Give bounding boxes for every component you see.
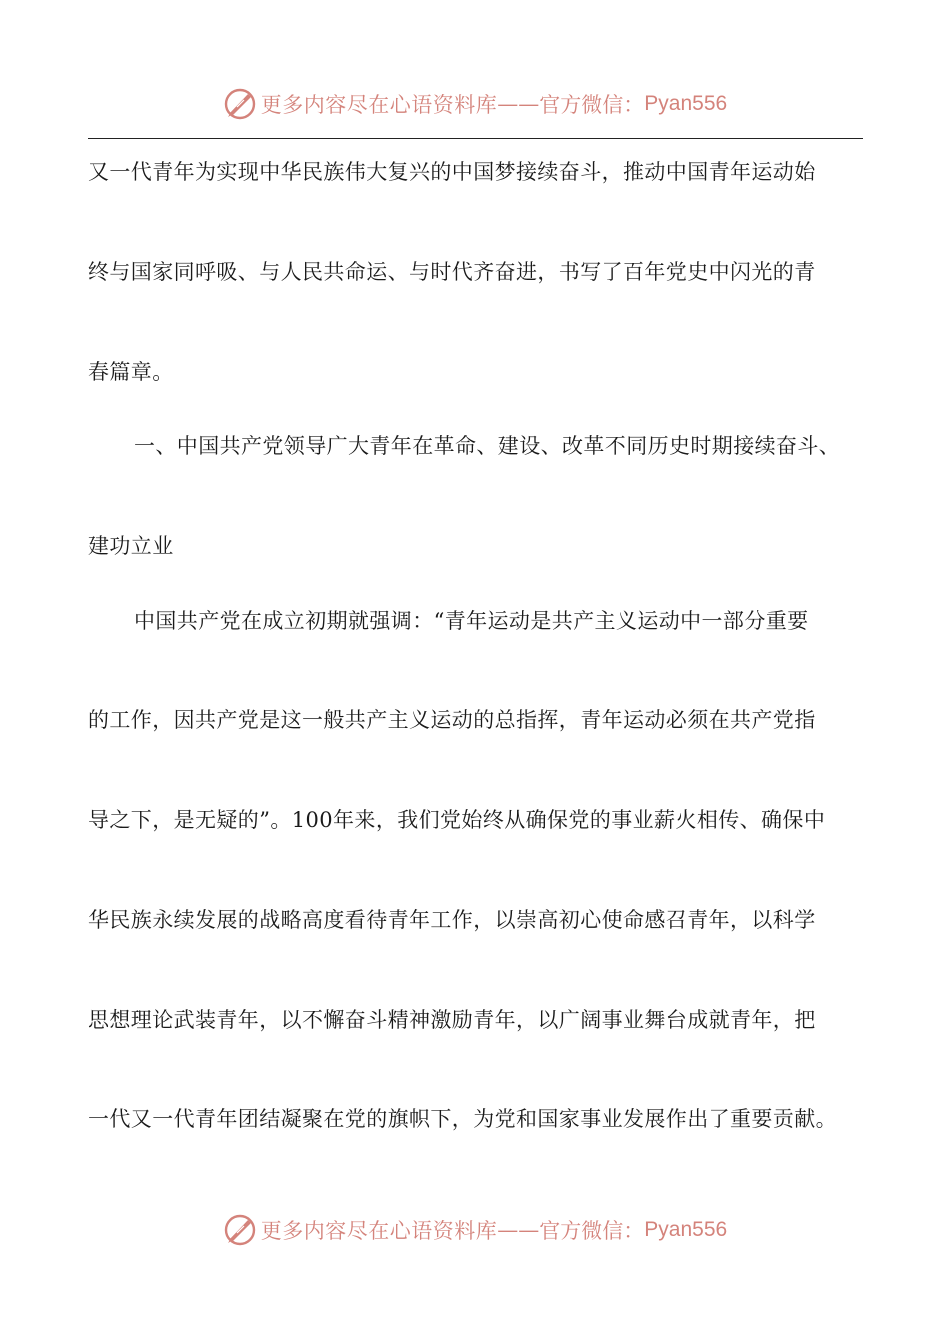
body-line: 中国共产党在成立初期就强调：“青年运动是共产主义运动中一部分重要 [134, 609, 809, 633]
body-line: 又一代青年为实现中华民族伟大复兴的中国梦接续奋斗，推动中国青年运动始 [88, 160, 816, 184]
header-wechat-id: Pyan556 [644, 92, 728, 115]
footer-slogan: 更多内容尽在心语资料库 [260, 1219, 498, 1243]
body-line: 一代又一代青年团结凝聚在党的旗帜下，为党和国家事业发展作出了重要贡献。 [88, 1107, 837, 1131]
footer-banner [0, 1210, 950, 1250]
header-banner [0, 84, 950, 124]
body-line: 终与国家同呼吸、与人民共命运、与时代齐奋进，书写了百年党史中闪光的青 [88, 260, 816, 284]
body-line: 导之下，是无疑的”。100年来，我们党始终从确保党的事业薪火相传、确保中 [88, 808, 826, 832]
header-wechat-label: 官方微信： [539, 93, 645, 117]
section-heading-line: 建功立业 [88, 534, 174, 558]
header-divider [88, 138, 863, 139]
body-line: 华民族永续发展的战略高度看待青年工作，以崇高初心使命感召青年，以科学 [88, 908, 816, 932]
body-line: 的工作，因共产党是这一般共产主义运动的总指挥，青年运动必须在共产党指 [88, 708, 816, 732]
quill-logo-icon [223, 87, 257, 121]
header-slogan: 更多内容尽在心语资料库 [260, 93, 498, 117]
body-line: 春篇章。 [88, 360, 174, 384]
section-heading-line: 一、中国共产党领导广大青年在革命、建设、改革不同历史时期接续奋斗、 [134, 434, 841, 458]
footer-wechat-label: 官方微信： [539, 1219, 645, 1243]
quill-logo-icon [223, 1213, 257, 1247]
footer-wechat-id: Pyan556 [644, 1218, 728, 1241]
header-separator: —— [497, 92, 540, 116]
footer-separator: —— [497, 1218, 540, 1242]
body-line: 思想理论武装青年，以不懈奋斗精神激励青年，以广阔事业舞台成就青年，把 [88, 1008, 816, 1032]
